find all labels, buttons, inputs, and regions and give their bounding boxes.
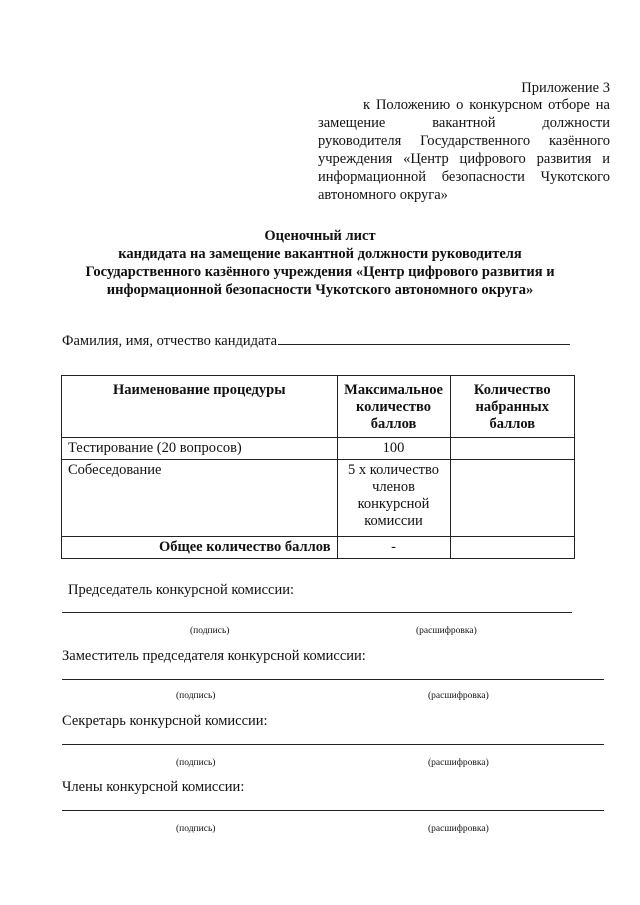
secretary-signature-line[interactable] — [62, 744, 604, 745]
document-title-line: Оценочный лист — [264, 228, 376, 244]
members-decode-hint: (расшифровка) — [428, 824, 489, 834]
appendix-title: Приложение 3 — [521, 80, 610, 96]
table-row — [62, 438, 575, 460]
appendix-text: к Положению о конкурсном отборе на замещение вакантной должности руководителя Государственного казённого учреждения «Центр цифрового развития и информационной безопасности Чукотского автономного округа» — [318, 97, 610, 203]
members-signature-line[interactable] — [62, 810, 604, 811]
header-procedure: Наименование процедуры — [62, 376, 338, 438]
document-title-line: кандидата на замещение вакантной должности руководителя — [118, 246, 522, 262]
chairman-sign-hint: (подпись) — [190, 626, 230, 636]
deputy-chairman-decode-hint: (расшифровка) — [428, 691, 489, 701]
secretary-decode-hint: (расшифровка) — [428, 758, 489, 768]
document-title-line: информационной безопасности Чукотского автономного округа» — [106, 282, 534, 298]
deputy-chairman-signature-line[interactable] — [62, 679, 604, 680]
total-label: Общее количество баллов — [62, 537, 338, 559]
table-header-row — [62, 376, 575, 438]
header-scored: Количество набранных баллов — [450, 376, 575, 438]
chairman-label: Председатель конкурсной комиссии: — [68, 582, 295, 598]
document-title-line: Государственного казённого учреждения «Центр цифрового развития и — [85, 264, 555, 280]
row-procedure: Собеседование — [62, 460, 338, 537]
members-label: Члены конкурсной комиссии: — [62, 779, 245, 795]
candidate-name-line[interactable] — [278, 330, 570, 345]
candidate-name-label: Фамилия, имя, отчество кандидата — [62, 333, 278, 349]
deputy-chairman-sign-hint: (подпись) — [176, 691, 216, 701]
table-row — [62, 460, 575, 537]
members-sign-hint: (подпись) — [176, 824, 216, 834]
score-table — [61, 375, 575, 559]
secretary-label: Секретарь конкурсной комиссии: — [62, 713, 268, 729]
table-total-row — [62, 537, 575, 559]
chairman-decode-hint: (расшифровка) — [416, 626, 477, 636]
total-max-score: - — [337, 537, 450, 559]
row-max-score: 100 — [337, 438, 450, 460]
secretary-sign-hint: (подпись) — [176, 758, 216, 768]
total-scored-cell[interactable] — [450, 537, 575, 559]
chairman-signature-line[interactable] — [62, 612, 572, 613]
header-max-score: Максимальное количество баллов — [337, 376, 450, 438]
deputy-chairman-label: Заместитель председателя конкурсной комиссии: — [62, 648, 366, 664]
document-title — [40, 227, 600, 299]
row-scored-cell[interactable] — [450, 438, 575, 460]
candidate-name-field — [62, 330, 570, 350]
row-scored-cell[interactable] — [450, 460, 575, 537]
row-procedure: Тестирование (20 вопросов) — [62, 438, 338, 460]
row-max-score: 5 х количество членов конкурсной комиссии — [337, 460, 450, 537]
